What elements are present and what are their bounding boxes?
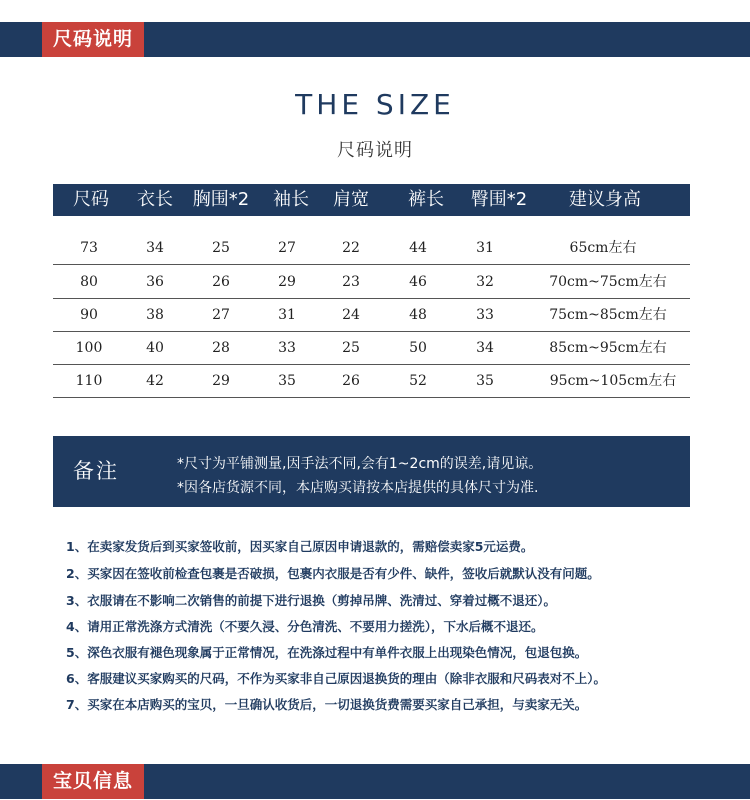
table-cell: 50: [409, 340, 427, 356]
note-line: *尺寸为平铺测量,因手法不同,会有1~2cm的误差,请见谅。: [177, 456, 543, 472]
table-row: [53, 232, 690, 265]
table-cell: 44: [409, 240, 427, 256]
table-cell: 31: [476, 240, 494, 256]
table-row: [53, 266, 690, 299]
column-header: 臀围*2: [470, 189, 528, 210]
table-cell: 26: [342, 373, 360, 389]
table-cell: 27: [278, 240, 296, 256]
table-cell: 35: [476, 373, 494, 389]
table-cell: 22: [342, 240, 360, 256]
table-cell: 31: [278, 307, 296, 323]
table-cell: 25: [212, 240, 230, 256]
column-header: 胸围*2: [192, 189, 250, 210]
table-cell: 110: [75, 373, 103, 389]
list-item: 3、衣服请在不影响二次销售的前提下进行退换（剪掉吊牌、洗清过、穿着过概不退还）。: [66, 593, 556, 608]
table-cell: 33: [278, 340, 296, 356]
table-row: [53, 365, 690, 398]
table-cell: 73: [80, 240, 98, 256]
table-cell: 29: [278, 274, 296, 290]
table-cell: 24: [342, 307, 360, 323]
list-item: 2、买家因在签收前检查包裹是否破损，包裹内衣服是否有少件、缺件，签收后就默认没有问题。: [66, 566, 600, 581]
list-item: 5、深色衣服有褪色现象属于正常情况，在洗涤过程中有单件衣服上出现染色情况，包退包换。: [66, 645, 588, 660]
column-header: 建议身高: [569, 189, 641, 210]
column-header: 尺码: [73, 189, 109, 210]
section-tag-size-guide: 尺码说明: [42, 22, 144, 57]
table-cell: 95cm~105cm左右: [549, 373, 677, 389]
list-item: 4、请用正常洗涤方式清洗（不要久浸、分色清洗、不要用力搓洗），下水后概不退还。: [66, 619, 544, 634]
table-cell: 40: [146, 340, 164, 356]
list-item: 7、买家在本店购买的宝贝，一旦确认收货后，一切退换货费需要买家自己承担，与卖家无关。: [66, 697, 588, 712]
table-cell: 70cm~75cm左右: [549, 274, 667, 290]
table-cell: 27: [212, 307, 230, 323]
table-cell: 42: [146, 373, 164, 389]
page-subtitle: 尺码说明: [337, 140, 413, 161]
table-cell: 38: [146, 307, 164, 323]
table-cell: 90: [80, 307, 98, 323]
table-cell: 100: [75, 340, 103, 356]
note-box: [53, 436, 690, 507]
column-header: 裤长: [408, 189, 444, 210]
list-item: 1、在卖家发货后到买家签收前，因买家自己原因申请退款的，需赔偿卖家5元运费。: [66, 539, 534, 554]
table-row: [53, 299, 690, 332]
table-cell: 28: [212, 340, 230, 356]
page-title: THE SIZE: [295, 88, 455, 121]
table-cell: 48: [409, 307, 427, 323]
table-cell: 85cm~95cm左右: [549, 340, 667, 356]
column-header: 肩宽: [333, 189, 369, 210]
table-cell: 29: [212, 373, 230, 389]
table-cell: 33: [476, 307, 494, 323]
table-cell: 25: [342, 340, 360, 356]
table-cell: 65cm左右: [569, 240, 637, 256]
header-band: [0, 22, 750, 57]
note-title: 备注: [73, 459, 119, 483]
table-cell: 26: [212, 274, 230, 290]
table-cell: 34: [146, 240, 164, 256]
footer-band: [0, 764, 750, 799]
table-cell: 23: [342, 274, 360, 290]
section-tag-product-info: 宝贝信息: [42, 764, 144, 799]
table-row: [53, 332, 690, 365]
column-header: 衣长: [137, 189, 173, 210]
table-cell: 32: [476, 274, 494, 290]
table-cell: 36: [146, 274, 164, 290]
column-header: 袖长: [273, 189, 309, 210]
table-cell: 52: [409, 373, 427, 389]
note-line: *因各店货源不同，本店购买请按本店提供的具体尺寸为准.: [177, 480, 539, 496]
table-cell: 35: [278, 373, 296, 389]
table-cell: 75cm~85cm左右: [549, 307, 667, 323]
table-cell: 80: [80, 274, 98, 290]
table-cell: 46: [409, 274, 427, 290]
size-table-header: [53, 184, 690, 216]
table-cell: 34: [476, 340, 494, 356]
list-item: 6、客服建议买家购买的尺码，不作为买家非自己原因退换货的理由（除非衣服和尺码表对不上）。: [66, 671, 606, 686]
